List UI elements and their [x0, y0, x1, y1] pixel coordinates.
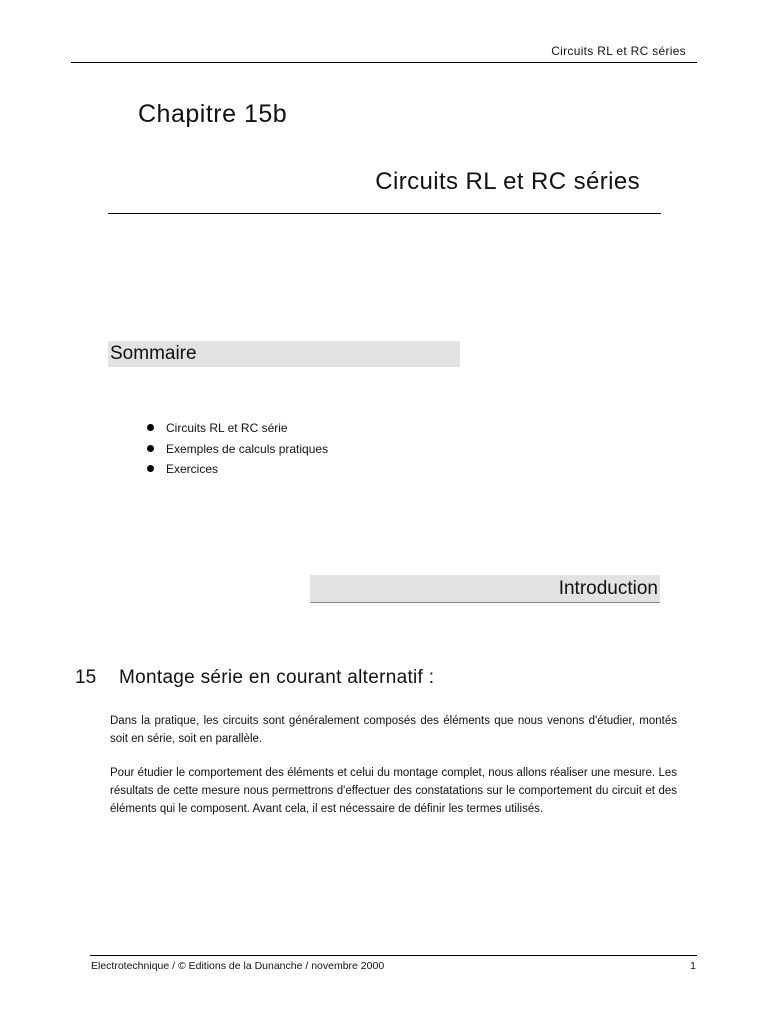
- footer-credits: Electrotechnique / © Editions de la Dunanche / novembre 2000: [91, 960, 385, 972]
- chapter-divider: [108, 213, 661, 214]
- running-header: Circuits RL et RC séries: [551, 44, 686, 58]
- bullet-icon: [147, 445, 154, 452]
- footer-divider: [90, 955, 697, 956]
- header-divider: [71, 62, 697, 63]
- bullet-icon: [147, 465, 154, 472]
- bullet-icon: [147, 424, 154, 431]
- summary-list: [145, 418, 328, 480]
- section-title: Montage série en courant alternatif :: [119, 667, 435, 688]
- summary-heading: Sommaire: [108, 341, 460, 367]
- summary-item-label: Exercices: [166, 462, 219, 476]
- summary-item-label: Circuits RL et RC série: [166, 421, 288, 435]
- section-number: 15: [75, 667, 97, 688]
- body-paragraph: Pour étudier le comportement des éléments et celui du montage complet, nous allons réaliser une mesure. Les résultats de cette mesure nous permettrons d'effectuer des constatations sur le comportement du circuit et des éléments qui le composent. Avant cela, il est nécessaire de définir les termes utilisés.: [110, 767, 677, 815]
- introduction-heading: Introduction: [310, 575, 660, 603]
- summary-item: [145, 439, 328, 460]
- page-number: 1: [690, 960, 696, 972]
- summary-item: [145, 459, 328, 480]
- body-paragraph: Dans la pratique, les circuits sont généralement composés des éléments que nous venons d'étudier, montés soit en série, soit en parallèle.: [110, 715, 677, 745]
- summary-item-label: Exemples de calculs pratiques: [166, 441, 329, 456]
- chapter-title: Chapitre 15b: [138, 100, 288, 128]
- chapter-subtitle: Circuits RL et RC séries: [375, 168, 640, 195]
- summary-item: [145, 418, 328, 439]
